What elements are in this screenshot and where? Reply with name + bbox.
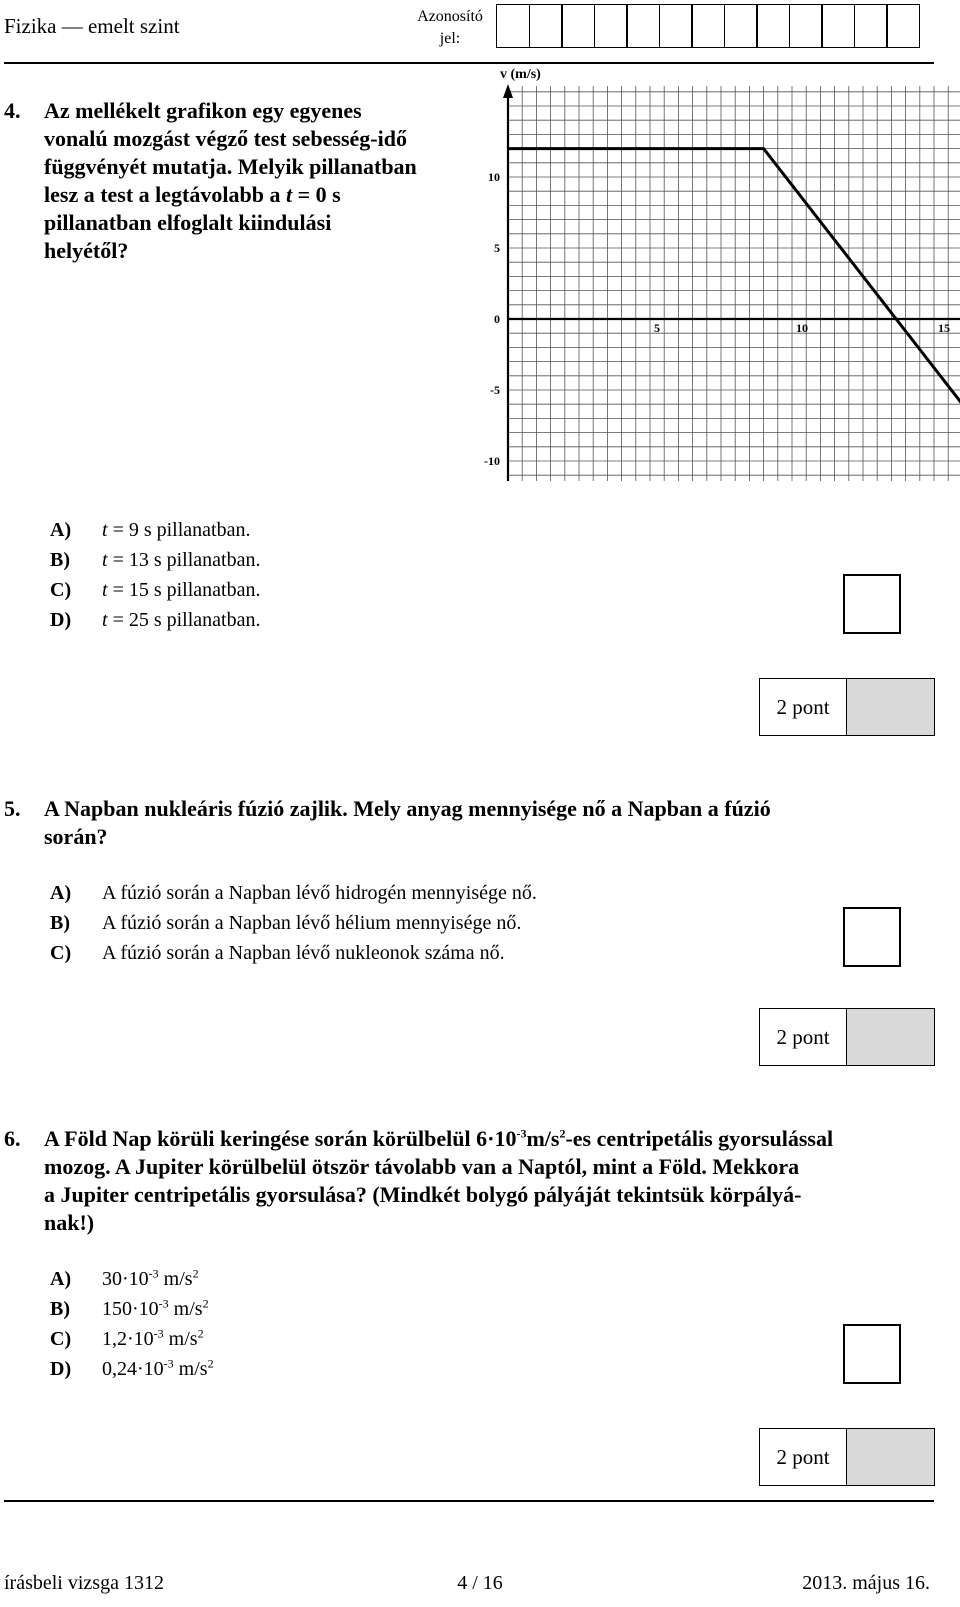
q4-line: Az mellékelt grafikon egy egyenes (44, 98, 362, 123)
y-axis-arrow (503, 84, 513, 98)
footer-page-number: 4 / 16 (457, 1572, 503, 1594)
points-label: 2 pont (760, 1429, 847, 1485)
q4-option-a: A) t = 9 s pillanatban. (50, 519, 251, 541)
q5-option-b: B) A fúzió során a Napban lévő hélium mennyisége nő. (50, 912, 522, 934)
q4-text (44, 97, 444, 265)
q6-line: A Föld Nap körüli keringése során körülbelül $6\cdot 10^{-3}m/s^2-es$ centripetális gyorsulással (44, 1126, 834, 1151)
q5-option-a: A) A fúzió során a Napban lévő hidrogén mennyisége nő. (50, 882, 537, 904)
q4-options (44, 515, 260, 635)
q5-answer-box[interactable] (843, 907, 901, 967)
footer-rule (4, 1500, 934, 1502)
id-label: Azonosító jel: (417, 8, 483, 47)
q6-line: nak!) (44, 1210, 95, 1235)
y-tick-label: -10 (484, 454, 500, 468)
id-box[interactable] (691, 4, 725, 48)
points-score-cell[interactable] (847, 679, 934, 735)
id-box[interactable] (756, 4, 790, 48)
footer-date: 2013. május 16. (802, 1572, 930, 1594)
q6-text (44, 1125, 929, 1237)
header-title: Fizika — emelt szint (4, 14, 180, 38)
id-box-row[interactable] (496, 4, 919, 48)
id-box[interactable] (886, 4, 920, 48)
q6-answer-box[interactable] (843, 1324, 901, 1384)
id-box[interactable] (561, 4, 595, 48)
id-box[interactable] (854, 4, 888, 48)
q4-option-d: D) t = 25 s pillanatban. (50, 609, 261, 631)
q6-options (44, 1264, 214, 1384)
q6-option-a: A) $30\cdot 10^{-3}$ $m/s^2$ (50, 1266, 199, 1290)
q6-points-box (759, 1428, 935, 1486)
points-label: 2 pont (760, 679, 847, 735)
q4-line: vonalú mozgást végző test sebesség-idő (44, 126, 407, 151)
q4-line: lesz a test a legtávolabb a t = 0 s (44, 182, 341, 207)
q6-line: mozog. A Jupiter körülbelül ötször távolabb van a Naptól, mint a Föld. Mekkora (44, 1154, 800, 1179)
q5-number: 5. (4, 796, 21, 821)
points-score-cell[interactable] (847, 1429, 934, 1485)
q5-options (44, 878, 537, 968)
id-box[interactable] (496, 4, 530, 48)
x-tick-label: 15 (938, 321, 950, 335)
chart-grid (508, 86, 960, 481)
q4-line: függvényét mutatja. Melyik pillanatban (44, 154, 417, 179)
id-box[interactable] (626, 4, 660, 48)
q4-option-c: C) t = 15 s pillanatban. (50, 579, 261, 601)
q6-number: 6. (4, 1126, 21, 1151)
id-box[interactable] (659, 4, 693, 48)
points-label: 2 pont (760, 1009, 847, 1065)
y-tick-label: 10 (488, 170, 500, 184)
x-tick-label: 10 (796, 321, 808, 335)
q4-option-b: B) t = 13 s pillanatban. (50, 549, 261, 571)
q4-line: helyétől? (44, 238, 129, 263)
q5-line2: során? (44, 824, 108, 849)
q6-line: a Jupiter centripetális gyorsulása? (Mindkét bolygó pályáját tekintsük körpályá- (44, 1182, 802, 1207)
q6-option-b: B) $150\cdot 10^{-3}$ $m/s^2$ (50, 1296, 209, 1320)
id-box[interactable] (821, 4, 855, 48)
points-score-cell[interactable] (847, 1009, 934, 1065)
y-tick-label: -5 (490, 383, 500, 397)
y-axis-label: v (m/s) (500, 67, 541, 82)
q6-option-d: D) $0,24\cdot 10^{-3}$ $m/s^2$ (50, 1356, 214, 1380)
y-tick-label: 5 (494, 241, 500, 255)
id-box[interactable] (789, 4, 823, 48)
id-box[interactable] (594, 4, 628, 48)
q6-option-c: C) $1,2\cdot 10^{-3}$ $m/s^2$ (50, 1326, 204, 1350)
q4-answer-box[interactable] (843, 574, 901, 634)
q5-line1: A Napban nukleáris fúzió zajlik. Mely anyag mennyisége nő a Napban a fúzió (44, 796, 771, 821)
q5-points-box (759, 1008, 935, 1066)
y-tick-label: 0 (494, 312, 500, 326)
q4-number: 4. (4, 98, 21, 123)
footer-exam-code: írásbeli vizsga 1312 (4, 1572, 164, 1594)
q5-option-c: C) A fúzió során a Napban lévő nukleonok száma nő. (50, 942, 505, 964)
q4-line: pillanatban elfoglalt kiindulási (44, 210, 332, 235)
id-box[interactable] (529, 4, 563, 48)
chart-labels (484, 67, 960, 468)
velocity-time-chart (470, 60, 950, 520)
x-tick-label: 5 (654, 321, 660, 335)
id-box[interactable] (724, 4, 758, 48)
q4-points-box (759, 678, 935, 736)
